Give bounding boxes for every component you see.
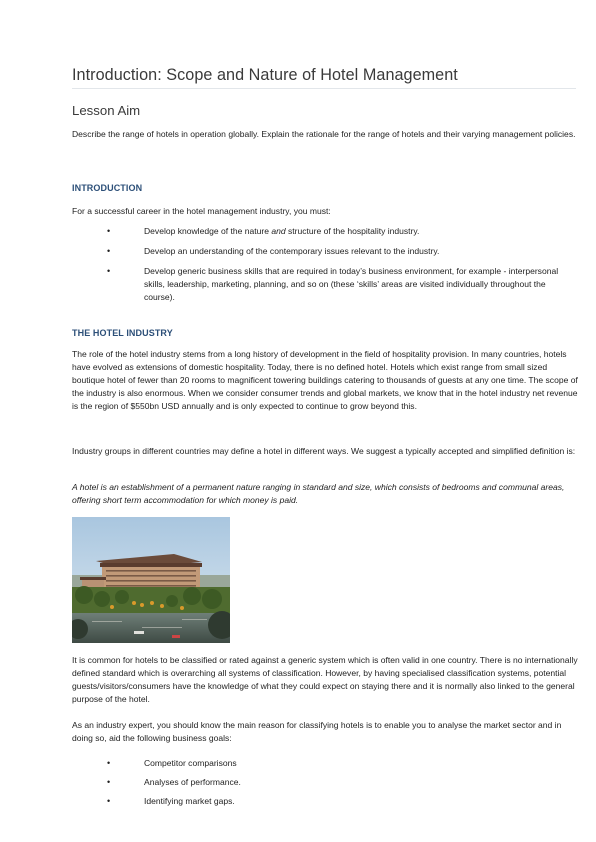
bullet-glyph: • (107, 777, 111, 787)
introduction-lead: For a successful career in the hotel management industry, you must: (72, 206, 331, 216)
hotel-definition: A hotel is an establishment of a permanent nature ranging in standard and size, which consists of bedrooms and communal areas, offering short term accommodation for which money is paid. (72, 482, 565, 505)
hotel-industry-paragraph-4: As an industry expert, you should know the main reason for classifying hotels is to enable you to analyse the market sector and in doing so, aid the following business goals: (72, 720, 562, 743)
hotel-industry-paragraph-2: Industry groups in different countries may define a hotel in different ways. We suggest a typically accepted and simplified definition is: (72, 446, 576, 456)
hotel-industry-paragraph-1: The role of the hotel industry stems from a long history of development in the field of hospitality provision. In many countries, hotels have evolved as extensions of domestic hospitality. Today, there is no defined hotel. Hotels which exist range from small sized boutique hotel of fewer than 20 rooms to magnificent towering buildings catering to thousands of guests at any one time. The scope of the industry is also enormous. When we consider consumer trends and global markets, we know that in the hotel industry net revenue is the region of $550bn USD annually and is only expected to continue to grow beyond this. (72, 349, 578, 411)
hotel-photo (72, 517, 230, 643)
bullet-text-post: structure of the hospitality industry. (285, 226, 420, 236)
bullet-text (144, 225, 578, 238)
bullet-text: Analyses of performance. (144, 777, 241, 787)
bullet-glyph: • (107, 796, 111, 806)
lesson-aim-text: Describe the range of hotels in operation globally. Explain the rationale for the range of hotels and their varying management policies. (72, 129, 576, 139)
bullet-text-emphasis: and (271, 226, 286, 236)
hotel-industry-heading: THE HOTEL INDUSTRY (72, 328, 173, 338)
bullet-text: Identifying market gaps. (144, 796, 235, 806)
bullet-glyph: • (107, 758, 111, 768)
bullet-glyph: • (107, 226, 111, 236)
page-title: Introduction: Scope and Nature of Hotel Management (72, 66, 576, 89)
bullet-glyph: • (107, 246, 111, 256)
bullet-text: Develop an understanding of the contemporary issues relevant to the industry. (144, 246, 440, 256)
hotel-industry-paragraph-3: It is common for hotels to be classified or rated against a generic system which is often valid in one country. There is no internationally defined standard which is overarching all systems of classification. However, by having specialised classification systems, potential guests/visitors/consumers have the knowledge of what they could expect on staying there and it is normally also linked to the general purpose of the hotel. (72, 655, 578, 704)
bullet-text: Develop generic business skills that are required in today’s business environment, for example - interpersonal skills, leadership, marketing, planning, and so on (these ‘skills’ areas are visited individually throughout the course). (144, 266, 559, 302)
bullet-text: Competitor comparisons (144, 758, 237, 768)
lesson-aim-heading: Lesson Aim (72, 103, 141, 118)
introduction-heading: INTRODUCTION (72, 183, 143, 193)
bullet-glyph: • (107, 266, 111, 276)
bullet-text-pre: Develop knowledge of the nature (144, 226, 272, 236)
